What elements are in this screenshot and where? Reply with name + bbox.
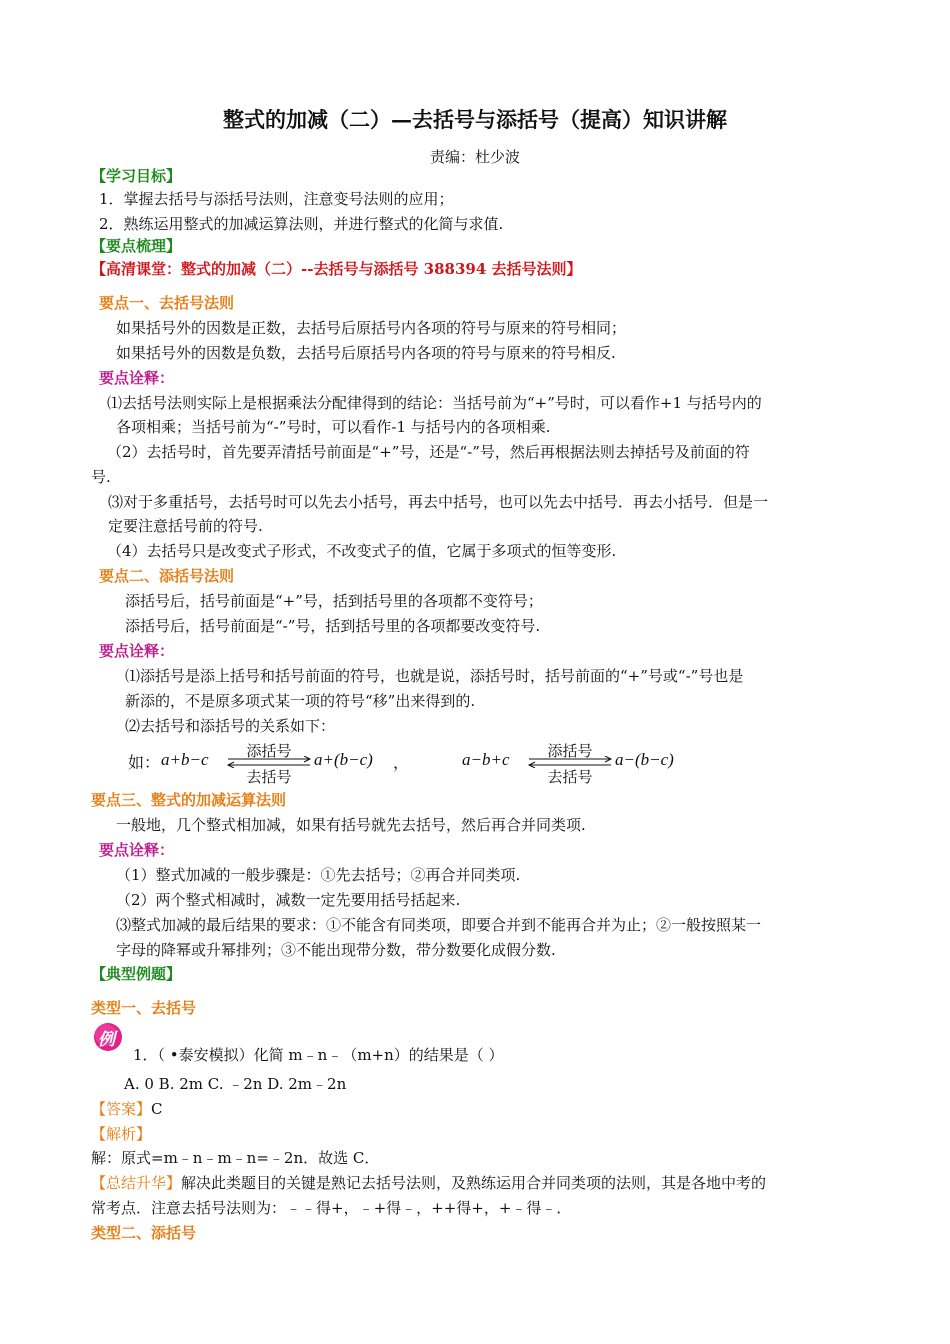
- type2-heading: 类型二、添括号: [91, 1224, 197, 1242]
- point1-note2b: 号.: [91, 468, 111, 486]
- formula2-left: a−b+c: [462, 750, 510, 769]
- summary-text-a: 解决此类题目的关键是熟记去括号法则，及熟练运用合并同类项的法则，其是各地中考的: [181, 1174, 767, 1192]
- goals-heading: 【学习目标】: [91, 167, 182, 185]
- point1-rule2: 如果括号外的因数是负数，去括号后原括号内各项的符号与原来的符号相反.: [116, 344, 616, 362]
- point2-rule2: 添括号后，括号前面是“-”号，括到括号里的各项都要改变符号.: [125, 617, 541, 635]
- page-title: 整式的加减（二）—去括号与添括号（提高）知识讲解: [223, 107, 727, 132]
- point3-heading: 要点三、整式的加减运算法则: [91, 791, 287, 809]
- formula1-double-arrow: [226, 740, 312, 784]
- point3-note2: （2）两个整式相减时，减数一定先要用括号括起来.: [116, 891, 461, 909]
- type1-heading: 类型一、去括号: [91, 999, 197, 1017]
- formula2-right: a−(b−c): [615, 750, 674, 769]
- answer-label: 【答案】: [91, 1100, 152, 1118]
- arrow-bottom-label: 去括号: [547, 768, 593, 786]
- summary-label: 【总结升华】: [91, 1174, 182, 1192]
- summary-line-b: 常考点．注意去括号法则为：﹣﹣得+，﹣+得﹣，++得+，+﹣得﹣．: [91, 1199, 572, 1217]
- point1-note2a: （2）去括号时，首先要弄清括号前面是“+”号，还是“-”号，然后再根据法则去掉括号及前面的符: [107, 443, 750, 461]
- point1-rule1: 如果括号外的因数是正数，去括号后原括号内各项的符号与原来的符号相同；: [116, 319, 627, 337]
- point1-note3b: 定要注意括号前的符号.: [108, 517, 263, 535]
- answer-line: [91, 1099, 163, 1119]
- point1-note1a: ⑴去括号法则实际上是根据乘法分配律得到的结论：当括号前为“+”号时，可以看作+1 与括号内的: [107, 394, 762, 412]
- summary-line-a: [91, 1173, 766, 1193]
- arrow-top-label: 添括号: [547, 742, 593, 760]
- question-1: 1．（ •泰安模拟）化简 m﹣n﹣（m+n）的结果是（ ）: [133, 1046, 504, 1064]
- answer-value: C: [151, 1100, 163, 1118]
- point1-note3a: ⑶对于多重括号，去括号时可以先去小括号，再去中括号，也可以先去中括号．再去小括号．但是一: [108, 493, 769, 511]
- formula2-double-arrow: [527, 740, 613, 784]
- formula-separator: ，: [393, 753, 410, 772]
- example-badge-label: 例: [98, 1030, 115, 1050]
- formula1-left: a+b−c: [161, 750, 209, 769]
- point2-note2: ⑵去括号和添括号的关系如下：: [125, 717, 336, 735]
- example-prefix: 如：: [128, 753, 161, 772]
- analysis-label: 【解析】: [91, 1125, 152, 1143]
- point1-note-heading: 要点诠释：: [99, 369, 175, 387]
- author-line: 责编：杜少波: [429, 148, 520, 166]
- point2-note-heading: 要点诠释：: [99, 642, 175, 660]
- hd-class-link[interactable]: 【高清课堂：整式的加减（二）--去括号与添括号 388394 去括号法则】: [91, 260, 582, 278]
- goal-1: 1．掌握去括号与添括号法则，注意变号法则的应用；: [99, 190, 454, 208]
- examples-heading: 【典型例题】: [91, 965, 182, 983]
- question-1-options: A. 0 B. 2m C. ﹣2n D. 2m﹣2n: [124, 1075, 347, 1093]
- point3-note-heading: 要点诠释：: [99, 841, 175, 859]
- point3-note3b: 字母的降幂或升幂排列；③不能出现带分数，带分数要化成假分数.: [116, 941, 556, 959]
- solution-line: 解：原式=m﹣n﹣m﹣n=﹣2n．故选 C．: [91, 1149, 380, 1167]
- point3-note1: （1）整式加减的一般步骤是：①先去括号；②再合并同类项.: [116, 866, 521, 884]
- goal-2: 2．熟练运用整式的加减运算法则，并进行整式的化简与求值.: [99, 215, 504, 233]
- formula1-right: a+(b−c): [314, 750, 373, 769]
- point2-heading: 要点二、添括号法则: [99, 567, 235, 585]
- point3-rule: 一般地，几个整式相加减，如果有括号就先去括号，然后再合并同类项.: [116, 816, 586, 834]
- point2-note1a: ⑴添括号是添上括号和括号前面的符号，也就是说，添括号时，括号前面的“+”号或“-”号也是: [125, 667, 744, 685]
- point2-note1b: 新添的，不是原多项式某一项的符号“移”出来得到的.: [125, 692, 476, 710]
- point1-heading: 要点一、去括号法则: [99, 294, 235, 312]
- points-heading: 【要点梳理】: [91, 237, 182, 255]
- point3-note3a: ⑶整式加减的最后结果的要求：①不能含有同类项，即要合并到不能再合并为止；②一般按照某一: [116, 916, 762, 934]
- point1-note4: （4）去括号只是改变式子形式，不改变式子的值，它属于多项式的恒等变形.: [107, 542, 617, 560]
- arrow-bottom-label: 去括号: [246, 768, 292, 786]
- arrow-top-label: 添括号: [246, 742, 292, 760]
- point2-rule1: 添括号后，括号前面是“+”号，括到括号里的各项都不变符号；: [125, 592, 543, 610]
- example-badge: [93, 1022, 123, 1052]
- point1-note1b: 各项相乘；当括号前为“-”号时，可以看作-1 与括号内的各项相乘.: [116, 418, 551, 436]
